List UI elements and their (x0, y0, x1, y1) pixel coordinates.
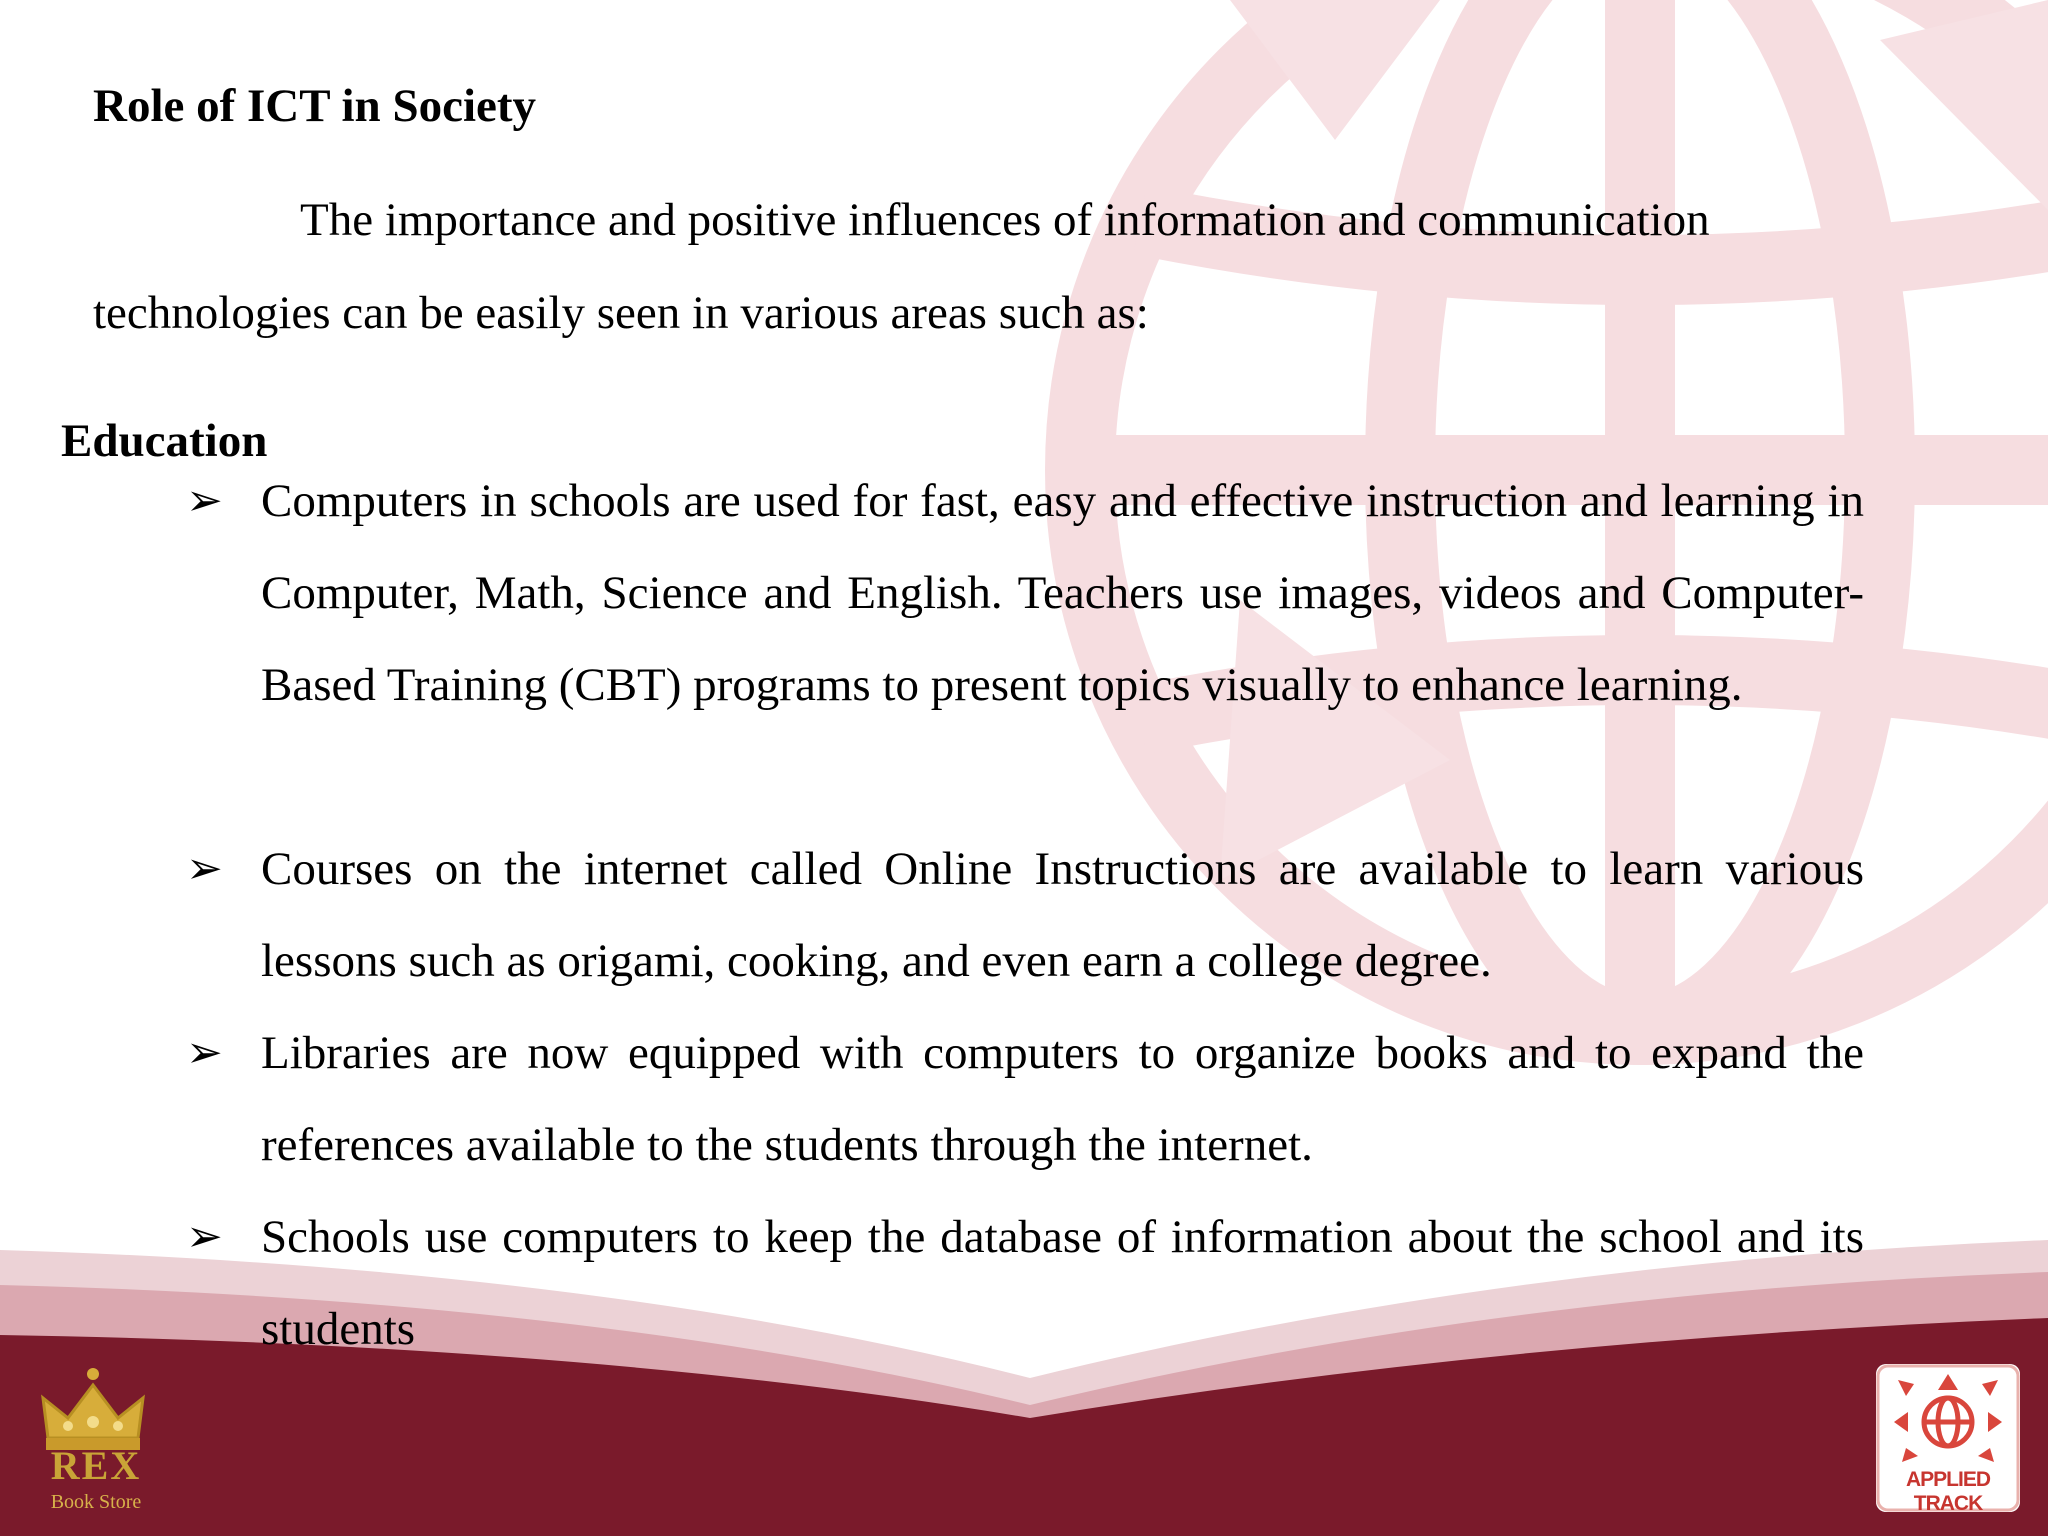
arrowhead-bullet-icon: ➢ (186, 475, 223, 526)
page-title: Role of ICT in Society (93, 80, 537, 132)
bullet-text: Courses on the internet called Online Instructions are available to learn various lessons such as origami, cooking, and even earn a college degree. (261, 843, 1864, 987)
rex-logo-subtitle: Book Store (50, 1491, 142, 1513)
arrowhead-bullet-icon: ➢ (186, 1027, 223, 1078)
bullet-text: Computers in schools are used for fast, easy and effective instruction and learning in Computer, Math, Science and English. Teachers use images, videos and Computer-Based Training (CBT) programs to present topics visually to enhance learning. (261, 475, 1864, 711)
applied-track-logo-text: APPLIED TRACK (1905, 1468, 1990, 1515)
bullet-text: Libraries are now equipped with computers to organize books and to expand the references available to the students through the internet. (261, 1027, 1864, 1171)
bullet-text: Schools use computers to keep the database of information about the school and its students (261, 1211, 1864, 1355)
intro-text-line-2: technologies can be easily seen in various areas such as: (93, 287, 1149, 339)
intro-text-line-1: The importance and positive influences of information and communication (300, 194, 1710, 246)
section-heading-education: Education (61, 415, 268, 467)
arrowhead-bullet-icon: ➢ (186, 1211, 223, 1262)
rex-logo-name: REX (50, 1443, 142, 1488)
arrowhead-bullet-icon: ➢ (186, 843, 223, 894)
